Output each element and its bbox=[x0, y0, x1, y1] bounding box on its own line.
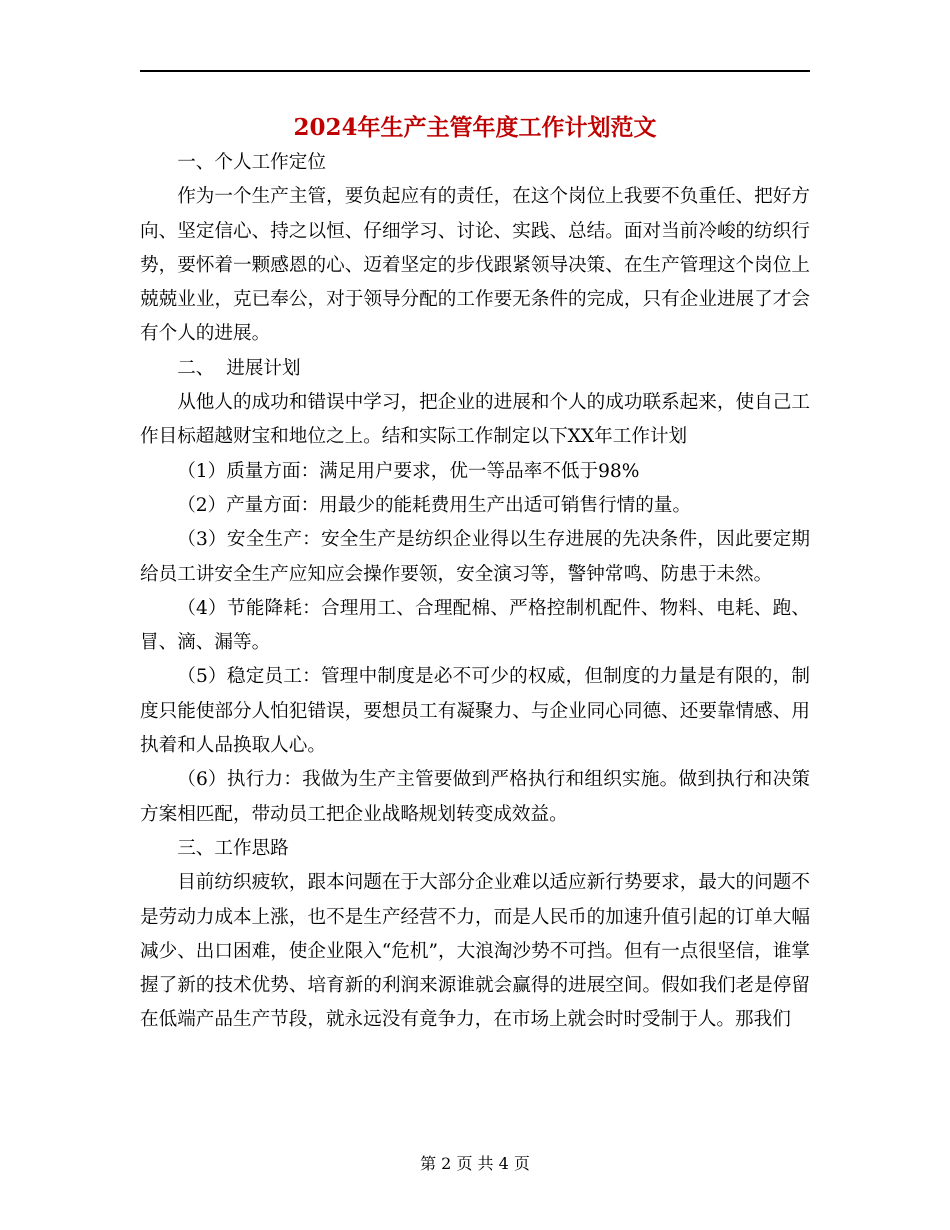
plan-item-output: （2）产量方面：用最少的能耗费用生产出适可销售行情的量。 bbox=[177, 494, 692, 516]
paragraph-work-approach: 目前纺织疲软，跟本问题在于大部分企业难以适应新行势要求，最大的问题不是劳动力成本上涨，也不是生产经营不力，而是人民币的加速升值引起的订单大幅减少、出口困难，使企业限入“危机”，大浪淘沙势不可挡。但有一点很坚信，谁掌握了新的技术优势、培育新的利润来源谁就会赢得的进展空间。假如我们老是停留在低端产品生产节段，就永远没有竟争力，在市场上就会时时受制于人。那我们 bbox=[140, 872, 810, 1031]
document-body bbox=[140, 146, 810, 1038]
paragraph-development-plan: 从他人的成功和错误中学习，把企业的进展和个人的成功联系起来，使自己工作目标超越财宝和地位之上。结和实际工作制定以下XX年工作计划 bbox=[140, 392, 810, 448]
header-rule bbox=[140, 70, 810, 72]
heading-personal-position: 一、个人工作定位 bbox=[177, 152, 326, 173]
plan-item-staff: （5）稳定员工：管理中制度是必不可少的权威，但制度的力量是有限的，制度只能使部分人怕犯错误，要想员工有凝聚力、与企业同心同德、还要靠情感、用执着和人品换取人心。 bbox=[140, 666, 810, 757]
heading-work-approach: 三、工作思路 bbox=[177, 837, 289, 859]
plan-item-quality: （1）质量方面：满足用户要求，优一等品率不低于98% bbox=[177, 460, 640, 482]
heading-development-plan: 二、 进展计划 bbox=[177, 357, 301, 379]
plan-item-execution: （6）执行力：我做为生产主管要做到严格执行和组织实施。做到执行和决策方案相匹配，带动员工把企业战略规划转变成效益。 bbox=[140, 769, 810, 825]
plan-item-safety: （3）安全生产：安全生产是纺织企业得以生存进展的先决条件，因此要定期给员工讲安全生产应知应会操作要领，安全演习等，警钟常鸣、防患于未然。 bbox=[140, 529, 810, 585]
page-footer: 第 2 页 共 4 页 bbox=[420, 1154, 530, 1173]
paragraph-personal-position: 作为一个生产主管，要负起应有的责任，在这个岗位上我要不负重任、把好方向、坚定信心、持之以恒、仔细学习、讨论、实践、总结。面对当前冷峻的纺织行势，要怀着一颗感恩的心、迈着坚定的步伐跟紧领导决策、在生产管理这个岗位上兢兢业业，克已奉公，对于领导分配的工作要无条件的完成，只有企业进展了才会有个人的进展。 bbox=[140, 186, 810, 345]
document-title: 2024年生产主管年度工作计划范文 bbox=[293, 114, 657, 141]
plan-item-energy: （4）节能降耗：合理用工、合理配棉、严格控制机配件、物料、电耗、跑、冒、滴、漏等。 bbox=[140, 597, 810, 654]
